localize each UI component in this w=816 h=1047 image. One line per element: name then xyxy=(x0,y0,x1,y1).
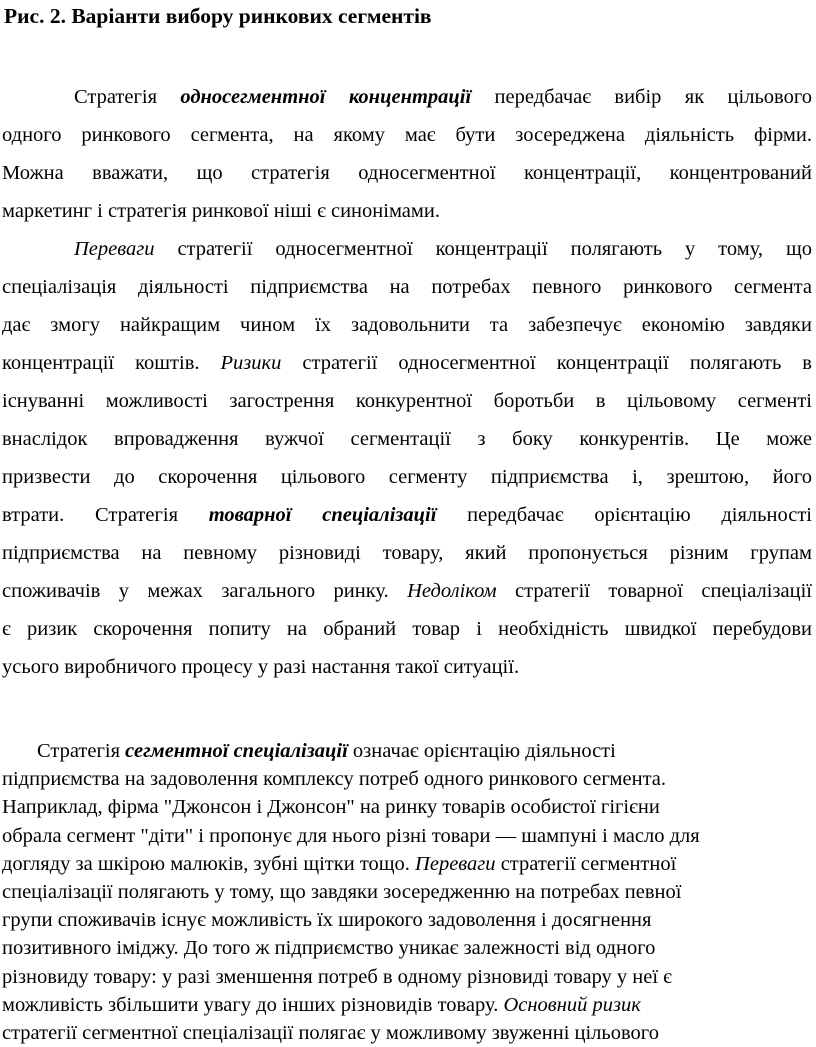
term-advantages: Переваги xyxy=(74,238,155,260)
paragraph-3-line-9: різновиду товару: у разі зменшення потреб в одному різновиді товару у неї є xyxy=(2,965,672,988)
paragraph-2-line-12: усього виробничого процесу у разі настання такої ситуації. xyxy=(2,656,520,678)
paragraph-3-line-1: Стратегія сегментної спеціалізації означає орієнтацію діяльності xyxy=(37,740,616,762)
paragraph-2-line-3: дає змогу найкращим чином їх задовольнити та забезпечує економію завдяки xyxy=(2,314,812,336)
paragraph-3-line-2: підприємства на задоволення комплексу потреб одного ринкового сегмента. xyxy=(2,768,666,791)
term-risks: Ризики xyxy=(220,352,282,374)
paragraph-2-line-1: Переваги стратегії односегментної концентрації полягають у тому, що xyxy=(74,238,812,260)
paragraph-3-line-10: можливість збільшити увагу до інших різновидів товару. Основний ризик xyxy=(2,993,641,1016)
paragraph-3-line-11: стратегії сегментної спеціалізації полягає у можливому звуженні цільового xyxy=(2,1021,659,1044)
term-product-specialization: товарної спеціалізації xyxy=(208,504,437,526)
text-block-main xyxy=(2,78,812,686)
paragraph-2-line-2: спеціалізація діяльності підприємства на потребах певного ринкового сегмента xyxy=(2,276,812,298)
term-segment-specialization: сегментної спеціалізації xyxy=(125,740,348,762)
paragraph-2-line-8: втрати. Стратегія товарної спеціалізації передбачає орієнтацію діяльності xyxy=(2,504,812,526)
paragraph-3-line-4: обрала сегмент "діти" і пропонує для нього різні товари — шампуні і масло для xyxy=(2,824,700,847)
paragraph-1-line-2: одного ринкового сегмента, на якому має бути зосереджена діяльність фірми. xyxy=(2,124,812,146)
paragraph-1-line-1: Стратегія односегментної концентрації передбачає вибір як цільового xyxy=(74,86,812,108)
paragraph-2-line-10: споживачів у межах загального ринку. Недоліком стратегії товарної спеціалізації xyxy=(2,580,812,602)
paragraph-2-line-9: підприємства на певному різновиді товару, який пропонується різним групам xyxy=(2,542,812,564)
paragraph-3-line-3: Наприклад, фірма "Джонсон і Джонсон" на ринку товарів особистої гігієни xyxy=(2,796,660,819)
term-single-segment-concentration: односегментної концентрації xyxy=(180,86,472,108)
paragraph-2-line-4: концентрації коштів. Ризики стратегії односегментної концентрації полягають в xyxy=(2,352,812,374)
figure-caption: Рис. 2. Варіанти вибору ринкових сегментів xyxy=(4,4,432,28)
paragraph-3-line-6: спеціалізації полягають у тому, що завдяки зосередженню на потребах певної xyxy=(2,880,682,903)
paragraph-1-line-3: Можна вважати, що стратегія односегментної концентрації, концентрований xyxy=(2,162,812,184)
paragraph-1-line-4: маркетинг і стратегія ринкової ніші є синонімами. xyxy=(2,200,440,222)
term-main-risk: Основний ризик xyxy=(503,993,641,1016)
paragraph-3-line-8: позитивного іміджу. До того ж підприємство уникає залежності від одного xyxy=(2,937,656,960)
paragraph-3-line-5: догляду за шкірою малюків, зубні щітки тощо. Переваги стратегії сегментної xyxy=(2,852,677,875)
paragraph-2-line-11: є ризик скорочення попиту на обраний товар і необхідність швидкої перебудови xyxy=(2,618,812,640)
term-disadvantage: Недоліком xyxy=(407,580,497,602)
paragraph-2-line-5: існуванні можливості загострення конкурентної боротьби в цільовому сегменті xyxy=(2,390,812,412)
paragraph-2-line-6: внаслідок впровадження вужчої сегментації з боку конкурентів. Це може xyxy=(2,428,812,450)
term-advantages-2: Переваги xyxy=(415,852,496,875)
text-block-segment-specialization xyxy=(2,737,812,1047)
paragraph-3-line-7: групи споживачів існує можливість їх широкого задоволення і досягнення xyxy=(2,909,652,932)
paragraph-2-line-7: призвести до скорочення цільового сегменту підприємства і, зрештою, його xyxy=(2,466,812,488)
